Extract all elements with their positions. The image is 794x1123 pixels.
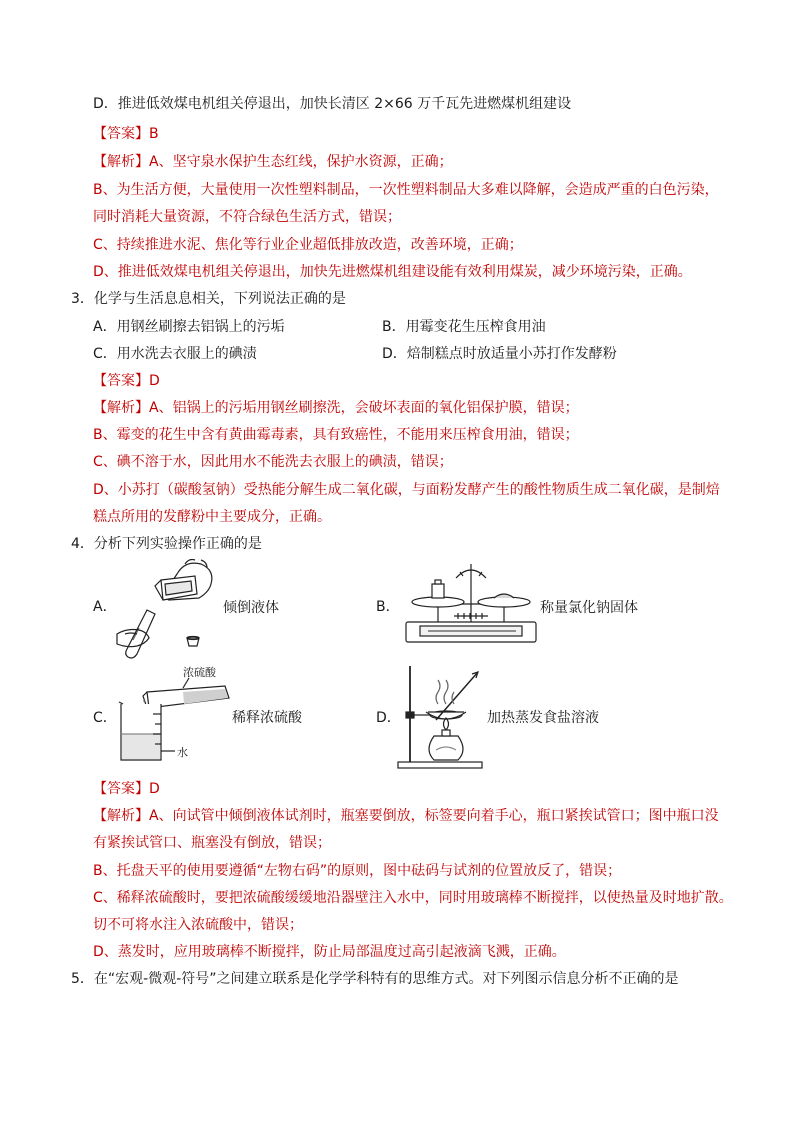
q3-answer xyxy=(93,371,160,391)
q4-figure-b-letter: B． xyxy=(376,599,400,615)
q2-answer xyxy=(93,124,159,144)
q4-figure-c-caption: 稀释浓硫酸 xyxy=(232,710,302,726)
analysis-tag: 【解析】 xyxy=(93,154,149,170)
q4-figure-a-caption: 倾倒液体 xyxy=(223,600,279,616)
q2-option-d: D．推进低效煤电机组关停退出，加快长清区 2×66 万千瓦先进燃煤机组建设 xyxy=(93,96,572,112)
dilute-acid-illustration xyxy=(113,678,237,764)
q4-figure-c-letter: C． xyxy=(93,710,117,726)
q3-analysis-line: 糕点所用的发酵粉中主要成分，正确。 xyxy=(93,509,331,525)
q3-option-b: B．用霉变花生压榨食用油 xyxy=(382,319,546,335)
q3-analysis-line: C、碘不溶于水，因此用水不能洗去衣服上的碘渍，错误； xyxy=(93,454,453,470)
pouring-liquid-illustration xyxy=(115,556,227,666)
q4-figure-a-letter: A． xyxy=(93,599,117,615)
analysis-text: A、铝锅上的污垢用钢丝刷擦洗，会破坏表面的氧化铝保护膜，错误； xyxy=(149,400,579,416)
analysis-tag: 【解析】 xyxy=(93,808,149,824)
q3-analysis-line xyxy=(93,398,579,418)
analysis-text: A、向试管中倾倒液体试剂时，瓶塞要倒放，标签要向着手心，瓶口紧挨试管口；图中瓶口没 xyxy=(149,808,719,824)
q4-figure-c-acid-label: 浓硫酸 xyxy=(183,666,216,679)
answer-value: D xyxy=(149,373,160,389)
analysis-text: A、坚守泉水保护生态红线，保护水资源，正确； xyxy=(149,154,453,170)
q3-option-a: A．用钢丝刷擦去铝锅上的污垢 xyxy=(93,319,285,335)
balance-illustration xyxy=(398,556,544,648)
q4-analysis-line: B、托盘天平的使用要遵循“左物右码”的原则，图中砝码与试剂的位置放反了，错误； xyxy=(93,863,622,879)
q2-analysis-line: D、推进低效煤电机组关停退出，加快先进燃煤机组建设能有效利用煤炭，减少环境污染，正确。 xyxy=(93,264,692,280)
q3-analysis-line: B、霉变的花生中含有黄曲霉毒素，具有致癌性，不能用来压榨食用油，错误； xyxy=(93,427,579,443)
q2-analysis-line xyxy=(93,152,453,172)
q2-analysis-line: C、持续推进水泥、焦化等行业企业超低排放改造，改善环境，正确； xyxy=(93,237,523,253)
q4-analysis-line xyxy=(93,806,719,826)
answer-tag: 【答案】 xyxy=(93,781,149,797)
q5-stem: 5．在“宏观-微观-符号”之间建立联系是化学学科特有的思维方式。对下列图示信息分析不正确的是 xyxy=(71,971,679,987)
q4-figure-b-caption: 称量氯化钠固体 xyxy=(540,600,638,616)
q3-analysis-line: D、小苏打（碳酸氢钠）受热能分解生成二氧化碳，与面粉发酵产生的酸性物质生成二氧化碳，是制焙 xyxy=(93,482,720,498)
answer-tag: 【答案】 xyxy=(93,126,149,142)
answer-value: B xyxy=(149,126,159,142)
q3-stem: 3．化学与生活息息相关，下列说法正确的是 xyxy=(71,291,346,307)
q3-option-d: D．焙制糕点时放适量小苏打作发酵粉 xyxy=(382,346,617,362)
q4-answer xyxy=(93,779,160,799)
q4-figure-c-water-label: 水 xyxy=(177,746,188,759)
q2-analysis-line: B、为生活方便，大量使用一次性塑料制品，一次性塑料制品大多难以降解，会造成严重的白色污染， xyxy=(93,182,719,198)
q4-analysis-line: 有紧挨试管口、瓶塞没有倒放，错误； xyxy=(93,835,331,851)
q4-analysis-line: D、蒸发时，应用玻璃棒不断搅拌，防止局部温度过高引起液滴飞溅，正确。 xyxy=(93,944,566,960)
evaporation-illustration xyxy=(396,664,488,772)
answer-tag: 【答案】 xyxy=(93,373,149,389)
q4-figure-d-letter: D． xyxy=(376,710,401,726)
q4-analysis-line: 切不可将水注入浓硫酸中，错误； xyxy=(93,917,303,933)
q4-analysis-line: C、稀释浓硫酸时，要把浓硫酸缓缓地沿器壁注入水中，同时用玻璃棒不断搅拌，以使热量及时地扩散。 xyxy=(93,890,733,906)
q4-stem: 4．分析下列实验操作正确的是 xyxy=(71,536,262,552)
analysis-tag: 【解析】 xyxy=(93,400,149,416)
q4-figure-d-caption: 加热蒸发食盐溶液 xyxy=(487,710,599,726)
answer-value: D xyxy=(149,781,160,797)
q2-analysis-line: 同时消耗大量资源，不符合绿色生活方式，错误； xyxy=(93,209,401,225)
q3-option-c: C．用水洗去衣服上的碘渍 xyxy=(93,346,257,362)
